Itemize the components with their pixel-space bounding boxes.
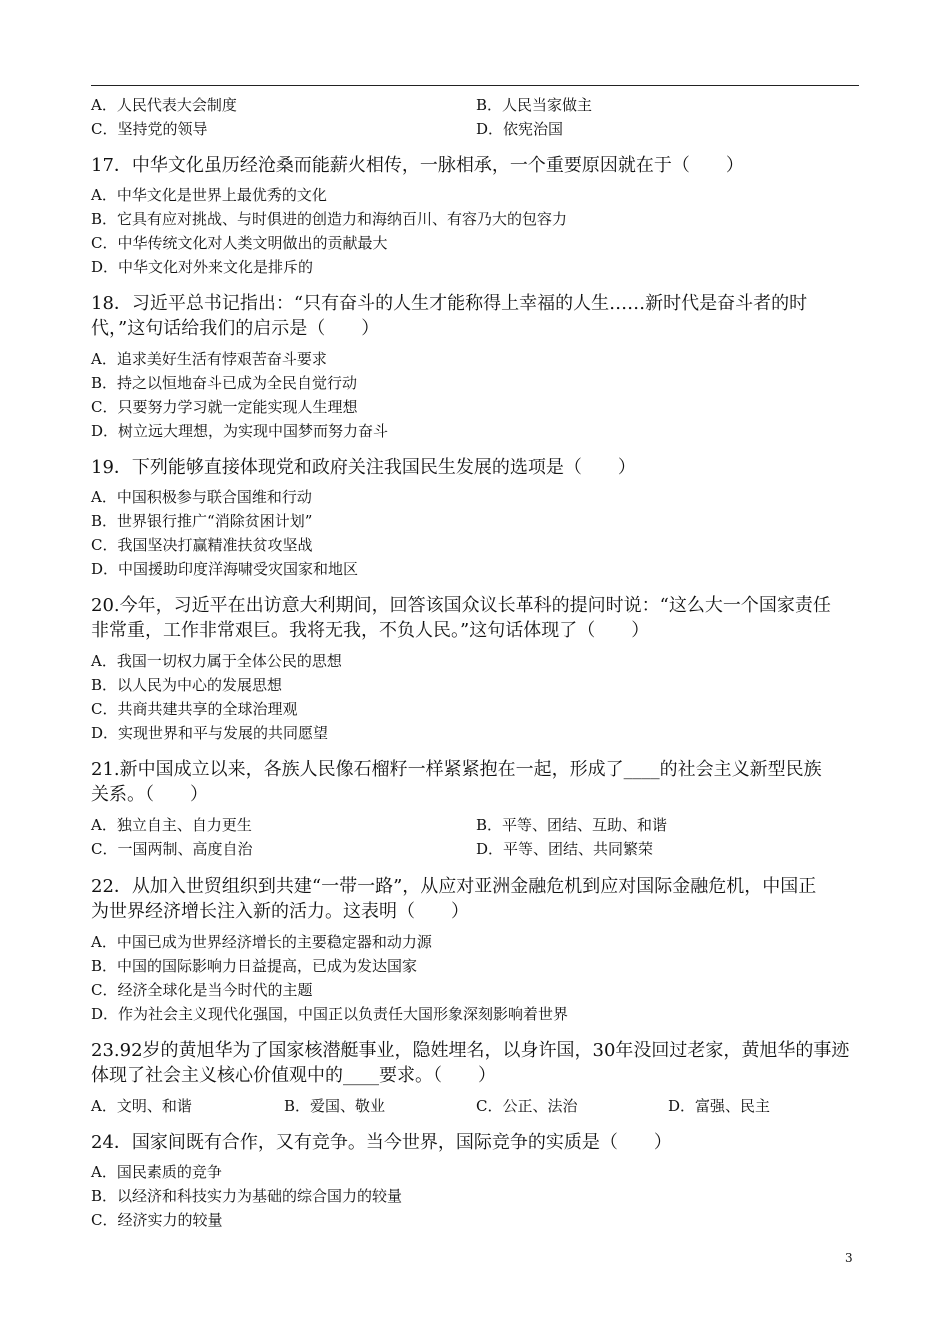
q21-option-d[interactable]: D．平等、团结、共同繁荣 — [476, 840, 654, 858]
q19-option-b[interactable]: B．世界银行推广“消除贫困计划” — [91, 512, 313, 530]
q16-option-b[interactable]: B．人民当家做主 — [476, 96, 593, 114]
q17-option-a[interactable]: A．中华文化是世界上最优秀的文化 — [91, 186, 327, 204]
q17-option-d[interactable]: D．中华文化对外来文化是排斥的 — [91, 258, 314, 276]
q16-option-d[interactable]: D．依宪治国 — [476, 120, 564, 138]
q16-option-c[interactable]: C．坚持党的领导 — [91, 120, 208, 138]
q16-option-a[interactable]: A．人民代表大会制度 — [91, 96, 237, 114]
q20-stem-line-2: 非常重，工作非常艰巨。我将无我，不负人民。”这句话体现了（ ） — [91, 620, 650, 641]
q18-stem-line-2: 代，”这句话给我们的启示是（ ） — [91, 318, 380, 339]
q18-stem-line-1: 18．习近平总书记指出：“只有奋斗的人生才能称得上幸福的人生……新时代是奋斗者的时 — [91, 293, 808, 314]
q22-stem-line-2: 为世界经济增长注入新的活力。这表明（ ） — [91, 901, 469, 922]
q22-option-d[interactable]: D．作为社会主义现代化强国，中国正以负责任大国形象深刻影响着世界 — [91, 1005, 569, 1023]
q21-stem-line-1: 21.新中国成立以来，各族人民像石榴籽一样紧紧抱在一起，形成了____的社会主义新型民族 — [91, 759, 822, 780]
q21-stem-line-2: 关系。（ ） — [91, 784, 208, 805]
q17-option-b[interactable]: B．它具有应对挑战、与时俱进的创造力和海纳百川、有容乃大的包容力 — [91, 210, 568, 228]
q22-option-b[interactable]: B．中国的国际影响力日益提高，已成为发达国家 — [91, 957, 418, 975]
q24-stem: 24．国家间既有合作，又有竞争。当今世界，国际竞争的实质是（ ） — [91, 1132, 672, 1153]
q20-option-b[interactable]: B．以人民为中心的发展思想 — [91, 676, 283, 694]
q17-option-c[interactable]: C．中华传统文化对人类文明做出的贡献最大 — [91, 234, 388, 252]
q24-option-b[interactable]: B．以经济和科技实力为基础的综合国力的较量 — [91, 1187, 403, 1205]
page-number: 3 — [845, 1251, 853, 1265]
q22-option-a[interactable]: A．中国已成为世界经济增长的主要稳定器和动力源 — [91, 933, 432, 951]
q19-option-a[interactable]: A．中国积极参与联合国维和行动 — [91, 488, 312, 506]
q20-option-c[interactable]: C．共商共建共享的全球治理观 — [91, 700, 298, 718]
header-rule — [91, 85, 859, 86]
q21-option-b[interactable]: B．平等、团结、互助、和谐 — [476, 816, 668, 834]
q18-option-c[interactable]: C．只要努力学习就一定能实现人生理想 — [91, 398, 358, 416]
q19-option-d[interactable]: D．中国援助印度洋海啸受灾国家和地区 — [91, 560, 359, 578]
q19-option-c[interactable]: C．我国坚决打赢精准扶贫攻坚战 — [91, 536, 313, 554]
q18-option-a[interactable]: A．追求美好生活有悖艰苦奋斗要求 — [91, 350, 327, 368]
q20-stem-line-1: 20.今年，习近平在出访意大利期间，回答该国众议长革科的提问时说：“这么大一个国家责任 — [91, 595, 831, 616]
q24-option-c[interactable]: C．经济实力的较量 — [91, 1211, 223, 1229]
q21-option-c[interactable]: C．一国两制、高度自治 — [91, 840, 253, 858]
q20-option-d[interactable]: D．实现世界和平与发展的共同愿望 — [91, 724, 329, 742]
q23-option-b[interactable]: B．爱国、敬业 — [284, 1097, 386, 1115]
q23-option-a[interactable]: A．文明、和谐 — [91, 1097, 192, 1115]
q18-option-b[interactable]: B．持之以恒地奋斗已成为全民自觉行动 — [91, 374, 358, 392]
q23-stem-line-2: 体现了社会主义核心价值观中的____要求。（ ） — [91, 1065, 496, 1086]
q21-option-a[interactable]: A．独立自主、自力更生 — [91, 816, 252, 834]
q24-option-a[interactable]: A．国民素质的竞争 — [91, 1163, 222, 1181]
q19-stem: 19．下列能够直接体现党和政府关注我国民生发展的选项是（ ） — [91, 457, 636, 478]
q17-stem: 17．中华文化虽历经沧桑而能薪火相传，一脉相承，一个重要原因就在于（ ） — [91, 155, 744, 176]
q23-stem-line-1: 23.92岁的黄旭华为了国家核潜艇事业，隐姓埋名，以身许国，30年没回过老家，黄旭华的事迹 — [91, 1040, 850, 1061]
q22-option-c[interactable]: C．经济全球化是当今时代的主题 — [91, 981, 313, 999]
q23-option-d[interactable]: D．富强、民主 — [668, 1097, 771, 1115]
q20-option-a[interactable]: A．我国一切权力属于全体公民的思想 — [91, 652, 342, 670]
q18-option-d[interactable]: D．树立远大理想，为实现中国梦而努力奋斗 — [91, 422, 389, 440]
q23-option-c[interactable]: C．公正、法治 — [476, 1097, 578, 1115]
q22-stem-line-1: 22．从加入世贸组织到共建“一带一路”，从应对亚洲金融危机到应对国际金融危机，中国正 — [91, 876, 817, 897]
